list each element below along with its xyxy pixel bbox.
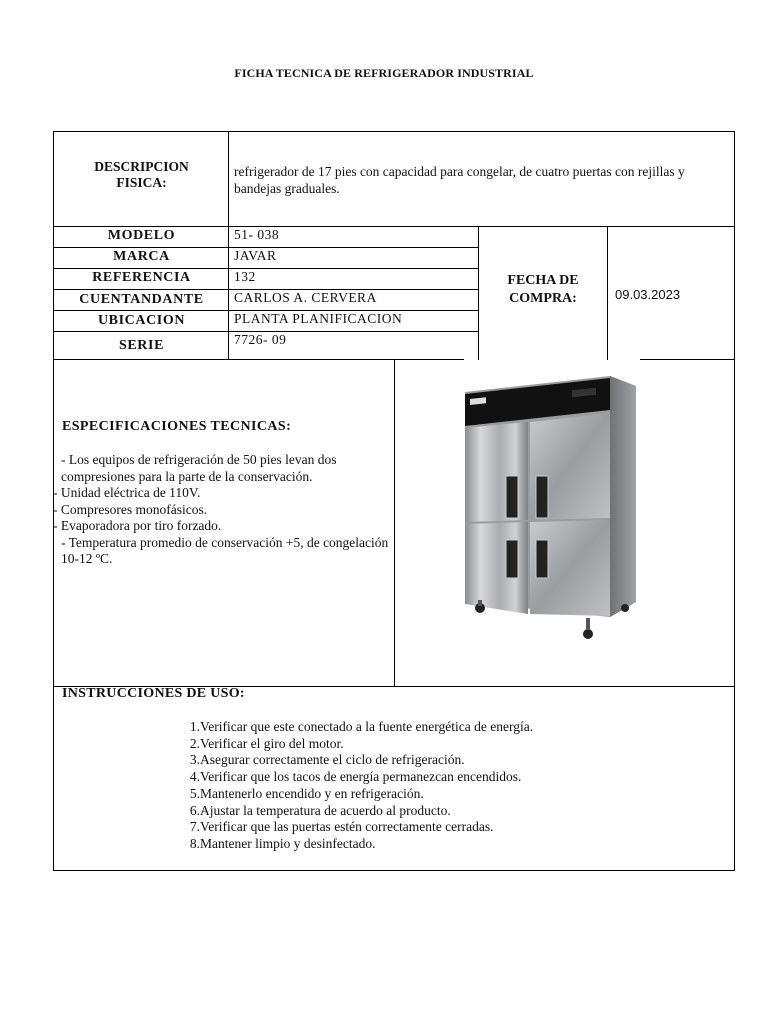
instruction-number: 8. — [189, 835, 200, 851]
instruction-text: Verificar que este conectado a la fuente energética de energía. — [200, 719, 534, 734]
instruction-item — [170, 752, 533, 769]
field-value-cuentandante: CARLOS A. CERVERA — [234, 290, 377, 305]
instruction-number: 2. — [189, 735, 200, 751]
instruction-text: Mantenerlo encendido y en refrigeración. — [200, 785, 424, 801]
instruction-item — [170, 786, 533, 803]
specs-title: ESPECIFICACIONES TECNICAS: — [62, 419, 292, 434]
instruction-text: Mantener limpio y desinfectado. — [200, 835, 376, 851]
field-label-modelo: MODELO — [107, 228, 176, 243]
instruction-number: 6. — [189, 802, 200, 818]
divider — [394, 359, 395, 687]
page-title: FICHA TECNICA DE REFRIGERADOR INDUSTRIAL — [234, 66, 534, 80]
instruction-text: Verificar el giro del motor. — [200, 735, 344, 751]
description-value: refrigerador de 17 pies con capacidad para congelar, de cuatro puertas con rejillas y bandejas graduales. — [234, 164, 685, 196]
purchase-date-value: 09.03.2023 — [615, 287, 681, 302]
refrigerator-photo — [460, 372, 640, 642]
instruction-item — [170, 836, 533, 853]
divider — [53, 359, 464, 360]
field-value-serie: 7726- 09 — [234, 332, 287, 347]
spec-line: - Unidad eléctrica de 110V. — [53, 485, 201, 500]
divider — [734, 226, 735, 360]
instruction-number: 1. — [189, 719, 200, 734]
field-value-marca: JAVAR — [234, 248, 277, 263]
spec-line: - Temperatura promedio de conservación +5, de congelación 10-12 ºC. — [61, 534, 389, 566]
spec-line: - Los equipos de refrigeración de 50 pies levan dos compresiones para la parte de la conservación. — [61, 452, 337, 484]
divider — [734, 359, 735, 687]
instruction-text: Verificar que las puertas estén correctamente cerradas. — [200, 819, 494, 835]
field-label-marca: MARCA — [113, 249, 170, 264]
description-label: DESCRIPCION FISICA: — [94, 159, 189, 190]
purchase-date-label: FECHA DE COMPRA: — [507, 273, 579, 306]
field-value-ubicacion: PLANTA PLANIFICACION — [234, 311, 403, 326]
specs-list — [53, 452, 391, 568]
instruction-item — [170, 719, 533, 736]
field-label-cuentandante: CUENTANDANTE — [79, 292, 204, 307]
instruction-number: 7. — [189, 819, 200, 835]
field-value-modelo: 51- 038 — [234, 227, 280, 242]
instructions-list — [170, 719, 533, 853]
instructions-title: INSTRUCCIONES DE USO: — [62, 686, 245, 701]
instruction-item — [170, 769, 533, 786]
spec-line: - Evaporadora por tiro forzado. — [53, 518, 222, 533]
field-label-referencia: REFERENCIA — [92, 270, 191, 285]
field-value-referencia: 132 — [234, 269, 256, 284]
divider — [228, 131, 229, 227]
divider — [53, 268, 479, 269]
instruction-text: Ajustar la temperatura de acuerdo al producto. — [200, 802, 451, 818]
instruction-item — [170, 803, 533, 820]
instruction-number: 3. — [189, 752, 200, 768]
instruction-number: 5. — [189, 785, 200, 801]
instruction-item — [170, 736, 533, 753]
field-label-serie: SERIE — [118, 338, 165, 353]
instruction-item — [170, 819, 533, 836]
instruction-text: Asegurar correctamente el ciclo de refrigeración. — [200, 752, 465, 768]
instruction-number: 4. — [189, 769, 200, 785]
instruction-text: Verificar que los tacos de energía permanezcan encendidos. — [200, 769, 522, 785]
divider — [640, 359, 735, 360]
field-label-ubicacion: UBICACION — [97, 313, 186, 328]
divider — [607, 226, 608, 360]
spec-line: - Compresores monofásicos. — [53, 501, 208, 517]
